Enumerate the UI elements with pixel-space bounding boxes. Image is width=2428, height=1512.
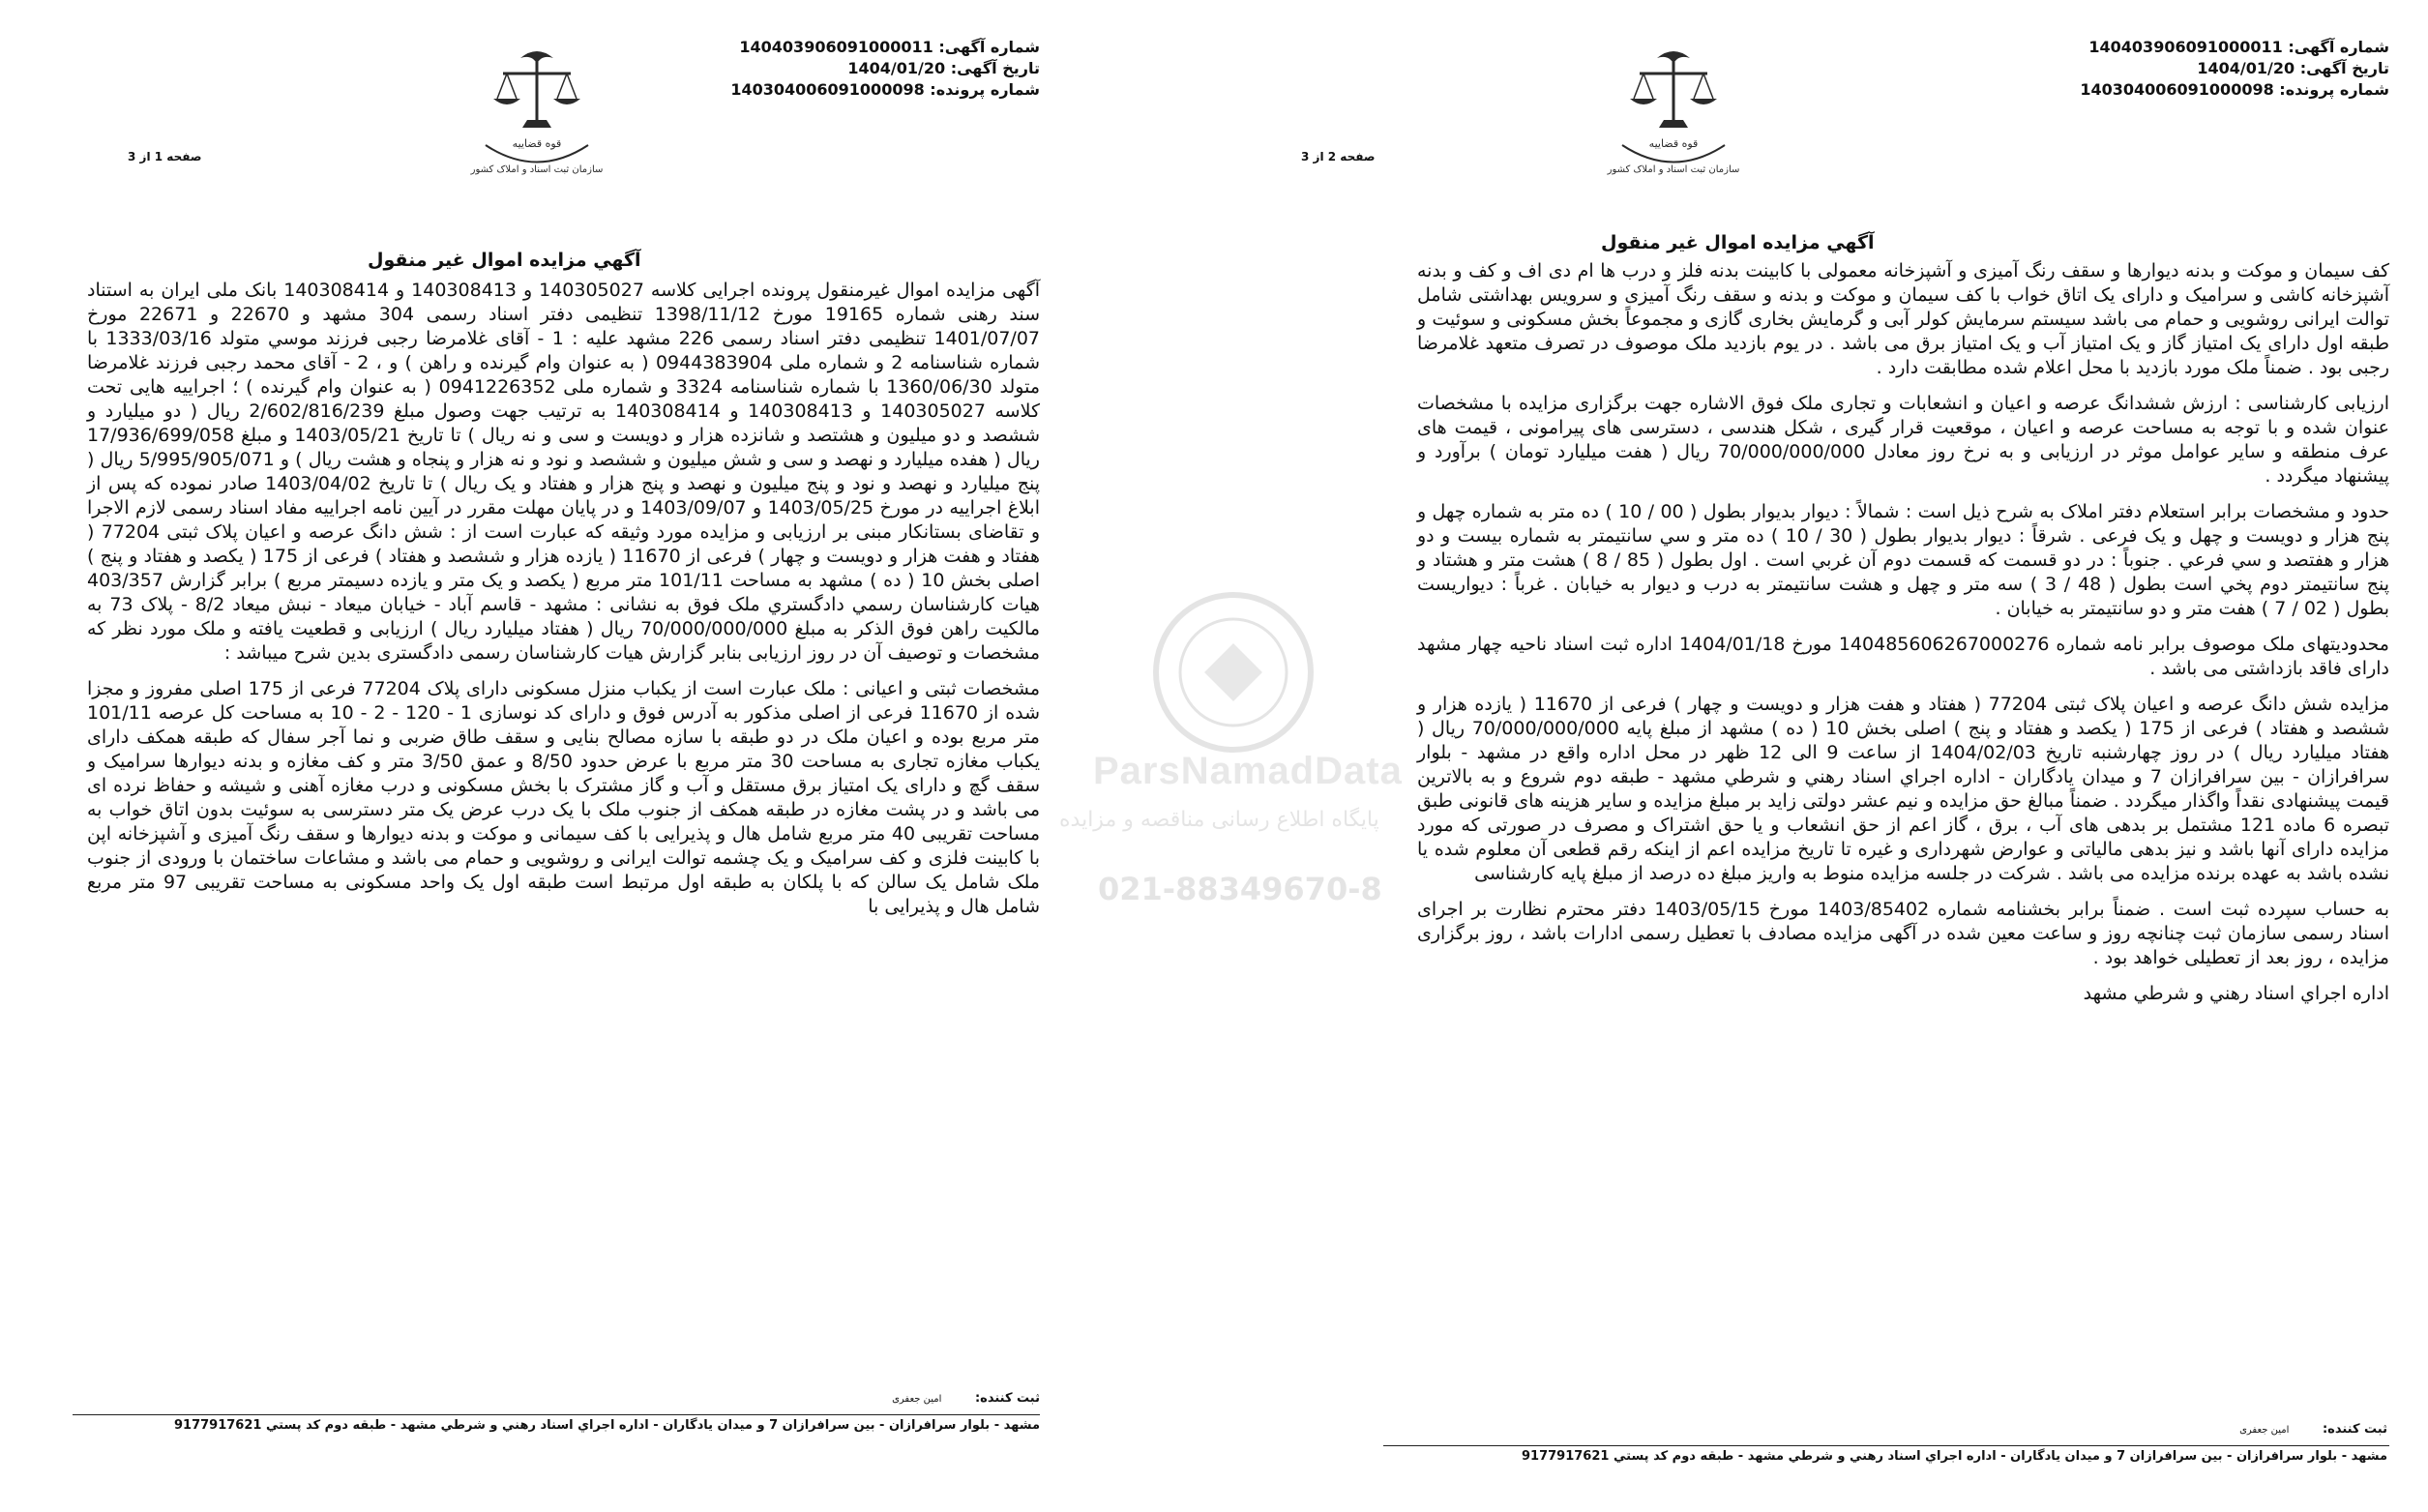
ad-title: آگهي مزايده اموال غير منقول xyxy=(368,250,641,271)
ad-date-label: تاریخ آگهی: xyxy=(2299,59,2389,77)
body-paragraph: مشخصات ثبتی و اعيانی : ملک عبارت است از يكباب منزل مسكونی دارای پلاک 77204 فرعی از 175 اصلی مفروز و مجزا شده از 11670 فرعی از اصلی مذكور به آدرس فوق و دارای كد نوسازی 1 - 120 - 2 - 10 به مساحت كل عرصه 101/11 متر مربع بوده و اعيان ملک در دو طبقه با سازه مصالح بنايی و سقف طاق ضربی و نما آجر سفال كه طبقه همكف دارای يكباب مغازه تجاری به مساحت 30 متر مربع با عرض حدود 8/50 و عمق 3/50 متر و كف مغازه و بدنه ديوارها سراميک و سقف گچ و دارای يک امتياز برق مستقل و آب و گاز مشترک با بخش مسكونی و درب مغازه آهنی و شيشه و حفاظ نرده ای می باشد و در پشت مغازه در طبقه همكف از جنوب ملک با يک درب عرض يک متر دسترسی به سوئيت بدون اتاق خواب به مساحت تقريبی 40 متر مربع شامل هال و پذيرايی با كف سيمانی و موكت و بدنه ديوارها و سقف رنگ آميزی و آشپزخانه اپن با كابينت فلزی و كف سراميک و يک چشمه توالت ايرانی و روشويی و حمام می باشد و مشاعات ساختمان با ورودی از جنوب ملک شامل يک سالن كه با پلكان به طبقه اول مرتبط است طبقه اول يک واحد مسكونی به مساحت تقريبی 97 متر مربع شامل هال و پذيرايی با xyxy=(87,678,1041,917)
file-number-row xyxy=(730,79,1040,101)
ad-number-row xyxy=(2080,37,2389,58)
ad-number-label: شماره آگهی: xyxy=(2288,38,2389,56)
body-paragraph: اداره اجراي اسناد رهني و شرطي مشهد xyxy=(2083,983,2389,1004)
ad-number: 140403906091000011 xyxy=(739,38,933,56)
footer-address: مشهد - بلوار سرافرازان - بين سرافرازان 7 و ميدان يادگاران - اداره اجراي اسناد رهني و شرطي مشهد - طبقه دوم كد پستي 9177917621 xyxy=(173,1418,1040,1433)
watermark-name: ParsNamadData xyxy=(1093,750,1403,792)
page-number: صفحه 1 از 3 xyxy=(128,150,202,163)
judiciary-emblem-icon xyxy=(464,39,609,184)
ad-date: 1404/01/20 xyxy=(2197,59,2295,77)
body-paragraph: حدود و مشخصات برابر استعلام دفتر املاک به شرح ذيل است : شمالاً : ديوار بديوار بطول ( 00 / 10 ) ده متر به شماره چهل و پنج هزار و دويست و چهل و يک فرعی . شرقاً : ديوار بديوار بطول ( 30 / 10 ) ده متر و سي سانتيمتر به شماره بيست و دو هزار و هفتصد و سي فرعي . جنوباً : در دو قسمت كه قسمت دوم آن غربي است . اول بطول ( 85 / 8 ) هشت متر و هشتاد و پنج سانتيمتر دوم پخي است بطول ( 48 / 3 ) سه متر و چهل و هشت سانتيمتر به درب و ديوار به خيابان . غرباً : ديواريست بطول ( 02 / 7 ) هفت متر و دو سانتيمتر به خيابان . xyxy=(1417,501,2389,619)
ad-date: 1404/01/20 xyxy=(847,59,946,77)
signer-name: امين جعفری xyxy=(892,1394,942,1405)
file-number-row xyxy=(2080,79,2389,101)
footer-signer xyxy=(2239,1422,2387,1437)
ad-body xyxy=(87,279,1040,931)
ad-title: آگهي مزايده اموال غير منقول xyxy=(1601,232,1875,253)
watermark-subtitle: پایگاه اطلاع رسانی مناقصه و مزایده xyxy=(1059,808,1379,832)
body-paragraph: كف سيمان و موكت و بدنه ديوارها و سقف رنگ آميزی و آشپزخانه معمولی با كابينت بدنه فلز و درب ها ام دی اف و كف و بدنه آشپزخانه كاشی و سراميک و دارای يک اتاق خواب با كف سيمان و موكت و بدنه و سقف رنگ آميزی و سرويس بهداشتی شامل توالت ايرانی روشويی و حمام می باشد سيستم سرمايش كولر آبی و گرمايش بخاری گازی و مجموعاً بخش مسكونی و سوئيت و طبقه اول دارای يک امتياز گاز و يک امتياز آب و يک امتياز برق می باشد . در يوم بازديد ملک موصوف در تصرف متعهد غلامرضا رجبی بود . ضمناً ملک مورد بازديد با محل اعلام شده مطابقت دارد . xyxy=(1417,260,2389,378)
ad-body xyxy=(1417,259,2389,1018)
signer-label: ثبت كننده: xyxy=(974,1391,1040,1406)
judiciary-emblem-icon xyxy=(1601,39,1746,184)
footer-divider xyxy=(73,1414,1040,1415)
footer-signer xyxy=(892,1391,1040,1406)
ad-number-row xyxy=(730,37,1040,58)
header-meta xyxy=(730,37,1040,101)
emblem-org-line1: قوه قضاییه xyxy=(512,137,562,150)
file-number: 140304006091000098 xyxy=(730,80,925,99)
ad-page-1 xyxy=(0,0,1185,1512)
emblem-org-line1: قوه قضاییه xyxy=(1648,137,1699,150)
footer-divider xyxy=(1383,1445,2389,1446)
file-number-label: شماره پرونده: xyxy=(2279,80,2389,99)
body-paragraph: آگهی مزايده اموال غيرمنقول پرونده اجرايی كلاسه 140305027 و 140308413 و 140308414 بانک ملی ايران به استناد سند رهنی شماره 19165 مورخ 1398/11/12 تنظيمی دفتر اسناد رسمی 304 مشهد و 22670 و 22671 مورخ 1401/07/07 تنظيمی دفتر اسناد رسمی 226 مشهد عليه : 1 - آقای غلامرضا رجبی فرزند موسي متولد 1333/03/16 با شماره شناسنامه 2 و شماره ملی 0944383904 ( به عنوان وام گيرنده و راهن ) و ، 2 - آقای محمد رجبی فرزند غلامرضا متولد 1360/06/30 با شماره شناسنامه 3324 و شماره ملی 0941226352 ( به عنوان وام گيرنده ) ؛ اجراييه هايی تحت كلاسه 140305027 و 140308413 و 140308414 به ترتيب جهت وصول مبلغ 2/602/816/239 ريال ( دو ميليارد و ششصد و دو ميليون و هشتصد و شانزده هزار و دويست و سی و نه ريال ) تا تاريخ 1403/05/21 و مبلغ 17/936/699/058 ريال ( هفده ميليارد و نهصد و سی و شش ميليون و ششصد و نود و نه هزار و پنجاه و هشت ريال ) و 5/995/905/071 ريال ( پنج ميليارد و نهصد و نود و پنج ميليون و نهصد و پنج هزار و هفتاد و يک ريال ) تا تاريخ 1403/04/02 صادر نموده كه پس از ابلاغ اجراييه در مورخ 1403/05/25 و 1403/09/07 و در پايان مهلت مقرر در آيين نامه اجراييه مفاد اسناد رسمی لازم الاجرا و تقاضای بستانكار مبنی بر ارزيابی و مزايده مورد وثيقه كه عبارت است از : شش دانگ عرصه و اعيان پلاک ثبتی 77204 ( هفتاد و هفت هزار و دويست و چهار ) فرعی از 11670 ( يازده هزار و ششصد و هفتاد ) فرعی از 175 ( يكصد و هفتاد و پنج ) اصلی بخش 10 ( ده ) مشهد به مساحت 101/11 متر مربع ( يكصد و يک متر و يازده دسيمتر مربع ) برابر گزارش 403/357 هيات كارشناسان رسمي دادگستري ملک فوق به نشانی : مشهد - قاسم آباد - خيابان ميعاد - نبش ميعاد 8/2 - پلاک 73 به مالكيت راهن فوق الذكر به مبلغ 70/000/000/000 ريال ( هفتاد ميليارد ريال ) ارزيابی و قطعيت يافته و ملک مورد نظر كه مشخصات و توصيف آن در روز ارزيابی بنابر گزارش هيات كارشناسان رسمی دادگستری بدين شرح ميباشد : xyxy=(87,280,1041,664)
body-paragraph: به حساب سپرده ثبت است . ضمناً برابر بخشنامه شماره 1403/85402 مورخ 1403/05/15 دفتر محترم نظارت بر اجرای اسناد رسمی سازمان ثبت چنانچه روز و ساعت معين شده در آگهی مزايده مصادف با تعطيل رسمی ادارات باشد ، روز برگزاری مزايده ، روز بعد از تعطيلی خواهد بود . xyxy=(1417,899,2389,968)
file-number: 140304006091000098 xyxy=(2080,80,2274,99)
body-paragraph: مزايده شش دانگ عرصه و اعيان پلاک ثبتی 77204 ( هفتاد و هفت هزار و دويست و چهار ) فرعی از 11670 ( يازده هزار و ششصد و هفتاد ) فرعی از 175 ( يكصد و هفتاد و پنج ) اصلی بخش 10 ( ده ) مشهد از مبلغ پايه 70/000/000/000 ريال ( هفتاد ميليارد ريال ) در روز چهارشنبه تاريخ 1404/02/03 از ساعت 9 الی 12 ظهر در محل اداره واقع در مشهد - بلوار سرافرازان - بين سرافرازان 7 و ميدان يادگاران - اداره اجراي اسناد رهني و شرطي مشهد - طبقه دوم شروع و به بالاترين قيمت پيشنهادی نقداً واگذار ميگردد . ضمناً مبالغ حق مزايده و نيم عشر دولتی زايد بر مبلغ مزايده و ساير هزينه های قانونی طبق تبصره 6 ماده 121 مشتمل بر بدهی های آب ، برق ، گاز اعم از حق انشعاب و يا حق اشتراک و مصرف در صورتی كه مورد مزايده دارای آنها باشد و نيز بدهی مالياتی و عوارض شهرداری و غيره تا تاريخ مزايده اعم از اينكه رقم قطعی آن معلوم شده يا نشده باشد به عهده برنده مزايده می باشد . شركت در جلسه مزايده منوط به واريز مبلغ ده درصد از مبلغ پايه كارشناسی xyxy=(1417,694,2390,884)
header-meta xyxy=(2080,37,2389,101)
ad-date-row xyxy=(2080,58,2389,79)
signer-label: ثبت كننده: xyxy=(2322,1422,2387,1437)
signer-name: امين جعفری xyxy=(2239,1425,2290,1436)
body-paragraph: محدوديتهای ملک موصوف برابر نامه شماره 140485606267000276 مورخ 1404/01/18 اداره ثبت اسناد ناحيه چهار مشهد دارای فاقد بازداشتی می باشد . xyxy=(1417,634,2389,679)
ad-date-row xyxy=(730,58,1040,79)
page-number: صفحه 2 از 3 xyxy=(1301,150,1376,163)
ad-date-label: تاریخ آگهی: xyxy=(950,59,1040,77)
ad-page-2 xyxy=(1185,0,2428,1512)
footer-address: مشهد - بلوار سرافرازان - بين سرافرازان 7 و ميدان يادگاران - اداره اجراي اسناد رهني و شرطي مشهد - طبقه دوم كد پستي 9177917621 xyxy=(1521,1449,2387,1464)
watermark-phone: 021-88349670-8 xyxy=(1098,871,1382,907)
emblem-org-line2: سازمان ثبت اسناد و املاک کشور xyxy=(1607,164,1740,175)
emblem-org-line2: سازمان ثبت اسناد و املاک کشور xyxy=(470,164,604,175)
ad-number: 140403906091000011 xyxy=(2088,38,2283,56)
body-paragraph: ارزيابی كارشناسی : ارزش ششدانگ عرصه و اعيان و انشعابات و تجاری ملک فوق الاشاره جهت برگزاری مزايده با مشخصات عنوان شده و با توجه به مساحت عرصه و اعيان ، موقعيت قرار گيری ، شكل هندسی ، دسترسی های پيرامونی ، قيمت های عرف منطقه و ساير عوامل موثر در ارزيابی و به نرخ روز معادل 70/000/000/000 ريال ( هفت ميليارد تومان ) برآورد و پيشنهاد ميگردد . xyxy=(1417,393,2389,487)
ad-number-label: شماره آگهی: xyxy=(938,38,1040,56)
file-number-label: شماره پرونده: xyxy=(930,80,1040,99)
